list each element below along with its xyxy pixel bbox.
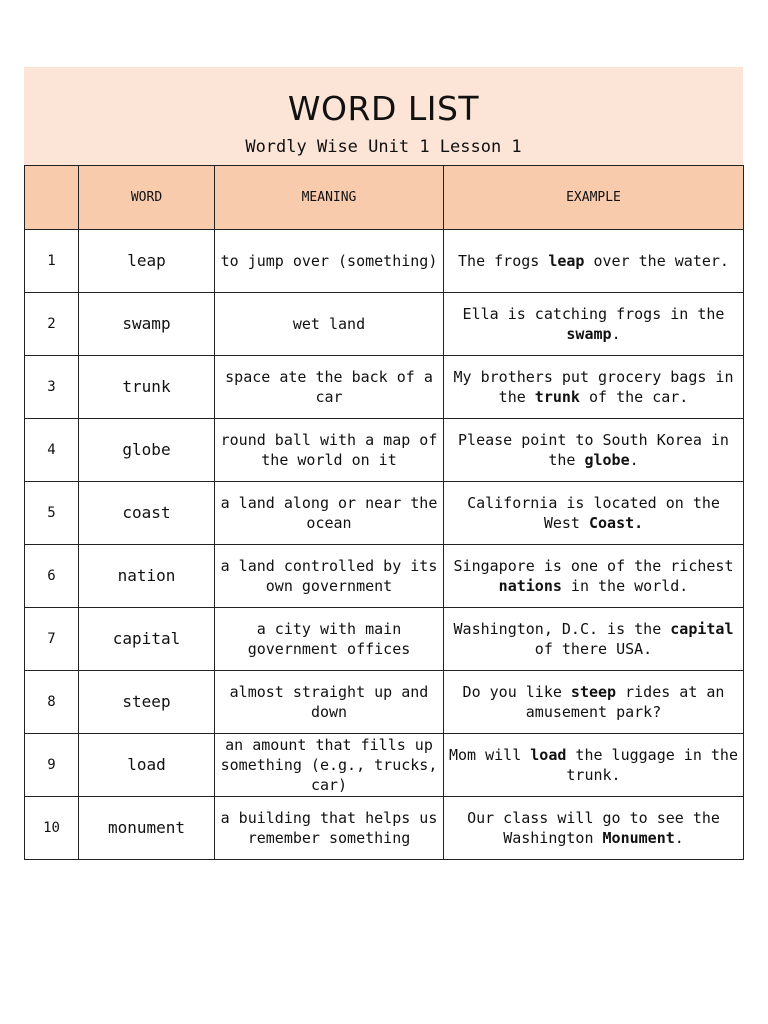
example-text: Washington, D.C. is the bbox=[453, 620, 671, 638]
row-meaning: wet land bbox=[215, 293, 444, 356]
row-word: swamp bbox=[79, 293, 215, 356]
example-text: Mom will bbox=[449, 746, 531, 764]
example-keyword: Monument bbox=[602, 829, 675, 847]
row-example bbox=[444, 482, 744, 545]
example-text: Do you like bbox=[462, 683, 571, 701]
example-text: California is located on the West bbox=[467, 494, 720, 532]
row-number: 2 bbox=[25, 293, 79, 356]
table-row bbox=[25, 482, 744, 545]
table-row bbox=[25, 356, 744, 419]
row-meaning: a land along or near the ocean bbox=[215, 482, 444, 545]
word-list-sheet bbox=[24, 67, 743, 860]
example-text: of the car. bbox=[579, 388, 689, 406]
row-meaning: an amount that fills up something (e.g., trucks, car) bbox=[215, 734, 444, 797]
example-text: My brothers put grocery bags in the bbox=[453, 368, 734, 406]
example-text: Please point to South Korea in the bbox=[458, 431, 729, 469]
example-keyword: load bbox=[530, 746, 567, 764]
page-title: WORD LIST bbox=[287, 89, 480, 128]
row-meaning: round ball with a map of the world on it bbox=[215, 419, 444, 482]
row-word: load bbox=[79, 734, 215, 797]
example-text: Singapore is one of the richest bbox=[453, 557, 734, 575]
example-text: of there USA. bbox=[534, 640, 653, 658]
word-table bbox=[24, 165, 744, 860]
example-text: . bbox=[611, 325, 621, 343]
row-example bbox=[444, 293, 744, 356]
row-number: 5 bbox=[25, 482, 79, 545]
row-word: capital bbox=[79, 608, 215, 671]
row-meaning: almost straight up and down bbox=[215, 671, 444, 734]
example-keyword: globe bbox=[584, 451, 630, 469]
example-keyword: leap bbox=[548, 252, 585, 270]
table-row bbox=[25, 671, 744, 734]
column-header-number bbox=[25, 166, 79, 230]
example-text: . bbox=[674, 829, 684, 847]
table-row bbox=[25, 608, 744, 671]
row-number: 3 bbox=[25, 356, 79, 419]
row-number: 1 bbox=[25, 230, 79, 293]
row-word: nation bbox=[79, 545, 215, 608]
example-keyword: Coast. bbox=[588, 514, 644, 532]
row-meaning: a building that helps us remember something bbox=[215, 797, 444, 860]
row-meaning: a city with main government offices bbox=[215, 608, 444, 671]
example-text: Ella is catching frogs in the bbox=[462, 305, 725, 323]
row-example bbox=[444, 545, 744, 608]
row-word: monument bbox=[79, 797, 215, 860]
table-row bbox=[25, 293, 744, 356]
example-text: rides at an amusement park? bbox=[525, 683, 725, 721]
table-row bbox=[25, 419, 744, 482]
row-word: leap bbox=[79, 230, 215, 293]
row-example bbox=[444, 356, 744, 419]
column-header-meaning: MEANING bbox=[215, 166, 444, 230]
table-row bbox=[25, 545, 744, 608]
table-row bbox=[25, 797, 744, 860]
row-example bbox=[444, 608, 744, 671]
row-number: 9 bbox=[25, 734, 79, 797]
row-word: trunk bbox=[79, 356, 215, 419]
page-subtitle: Wordly Wise Unit 1 Lesson 1 bbox=[245, 137, 522, 157]
column-header-example: EXAMPLE bbox=[444, 166, 744, 230]
table-header-row bbox=[25, 166, 744, 230]
example-text: in the world. bbox=[561, 577, 689, 595]
example-keyword: capital bbox=[670, 620, 734, 638]
row-example bbox=[444, 734, 744, 797]
row-number: 8 bbox=[25, 671, 79, 734]
example-text: the luggage in the trunk. bbox=[566, 746, 738, 784]
row-number: 4 bbox=[25, 419, 79, 482]
row-example bbox=[444, 230, 744, 293]
row-number: 10 bbox=[25, 797, 79, 860]
example-text: The frogs bbox=[458, 252, 549, 270]
row-word: steep bbox=[79, 671, 215, 734]
row-number: 7 bbox=[25, 608, 79, 671]
row-number: 6 bbox=[25, 545, 79, 608]
row-meaning: space ate the back of a car bbox=[215, 356, 444, 419]
example-text: over the water. bbox=[584, 252, 729, 270]
example-keyword: nations bbox=[498, 577, 562, 595]
header-band bbox=[24, 67, 743, 165]
column-header-word: WORD bbox=[79, 166, 215, 230]
row-example bbox=[444, 671, 744, 734]
row-word: globe bbox=[79, 419, 215, 482]
example-keyword: trunk bbox=[534, 388, 580, 406]
table-row bbox=[25, 734, 744, 797]
example-keyword: steep bbox=[570, 683, 617, 701]
row-example bbox=[444, 419, 744, 482]
example-keyword: swamp bbox=[566, 325, 612, 343]
row-meaning: to jump over (something) bbox=[215, 230, 444, 293]
example-text: . bbox=[629, 451, 639, 469]
example-text: Our class will go to see the Washington bbox=[467, 809, 720, 847]
row-word: coast bbox=[79, 482, 215, 545]
table-row bbox=[25, 230, 744, 293]
row-example bbox=[444, 797, 744, 860]
row-meaning: a land controlled by its own government bbox=[215, 545, 444, 608]
